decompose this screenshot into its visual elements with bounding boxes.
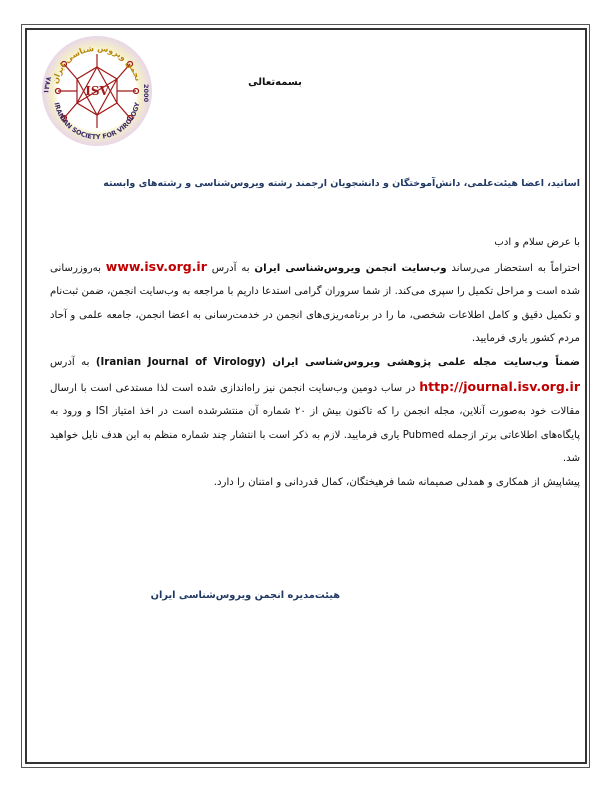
- basmala-heading: بسمه‌تعالی: [248, 77, 302, 88]
- isv-logo: [40, 34, 154, 148]
- p1-text-d: به‌روزرسانی شده است و مراحل تکمیل را سپری می‌کند. از شما سروران گرامی استدعا داریم با مراجعه به وب‌سایت انجمن، ضمن ثبت‌نام و تکمیل دقیق و کامل اطلاعات شخصی، ما را در برنامه‌ریزی‌های انجمن در خدمت‌رسانی به اعضا انجمن، جامعه علمی و آحاد مردم کشور یاری فرمایید.: [50, 262, 580, 345]
- logo-center-text: ISV: [85, 84, 109, 98]
- p2-text-c: در ساب دومین وب‌سایت انجمن نیز راه‌اندازی شده است لذا مستدعی است با ارسال مقالات خود به‌صورت آنلاین، مجله انجمن را که تاکنون بیش از ۲۰ شماره آن منتشرشده است در اخذ امتیاز: [50, 382, 580, 418]
- logo-bottom-text: IRANIAN SOCIETY FOR VIROLOGY: [52, 101, 142, 142]
- greeting: با عرض سلام و ادب: [494, 237, 580, 248]
- p1-site-name: وب‌سایت انجمن ویروس‌شناسی ایران: [254, 262, 447, 274]
- pubmed-text: Pubmed: [402, 429, 445, 441]
- p2-text-e: یاری فرمایید. لازم به ذکر است با انتشار چند شماره منظم به این هدف نایل خواهید شد.: [50, 429, 580, 465]
- p2-text-a: ضمناً وب‌سایت مجله علمی پژوهشی ویروس‌شناسی ایران: [265, 356, 580, 368]
- journal-name: (Iranian Journal of Virology): [95, 356, 266, 368]
- p2-text-b: به آدرس: [50, 356, 96, 368]
- p1-text-c: به آدرس: [206, 262, 255, 274]
- isv-website-link[interactable]: www.isv.org.ir: [105, 258, 207, 274]
- p2-text-d: و ورود به پایگاه‌های اطلاعاتی برتر ازجمله: [50, 406, 580, 441]
- p1-text-a: احتراماً به استحضار می‌رساند: [446, 262, 580, 274]
- signature: هیئت‌مدیره انجمن ویروس‌شناسی ایران: [150, 590, 340, 601]
- paragraph-website: [50, 255, 580, 351]
- isi-text: ISI: [95, 406, 109, 418]
- logo-year-right: 2000: [142, 84, 150, 103]
- salutation-line: اساتید، اعضا هیئت‌علمی، دانش‌آموختگان و دانشجویان ارجمند رشته ویروس‌شناسی و رشته‌های وابسته: [103, 178, 580, 189]
- journal-website-link[interactable]: http://journal.isv.org.ir: [419, 378, 580, 394]
- logo-top-text: نجمن ویروس شناسی ایران: [50, 43, 143, 85]
- letter-body: [50, 231, 580, 495]
- paragraph-thanks: پیشاپیش از همکاری و همدلی صمیمانه شما فرهیختگان، کمال قدردانی و امتنان را دارد.: [213, 476, 580, 488]
- logo-year-left: ۱۳۷۸: [42, 76, 53, 95]
- paragraph-journal: [50, 351, 580, 471]
